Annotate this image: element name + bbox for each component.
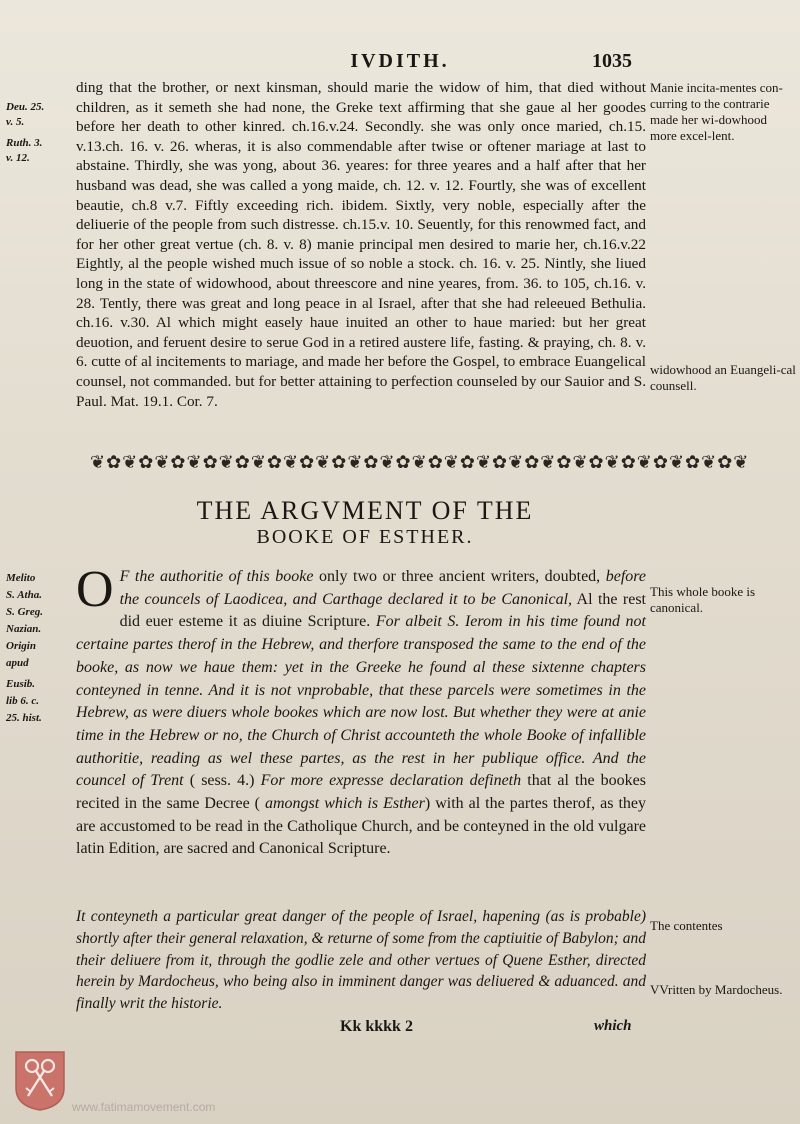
argument-paragraph — [76, 561, 647, 861]
text-italic-run: before the councels of Laodicea, and Carthage declared it to be Canonical, — [119, 568, 646, 608]
text-italic-run: For albeit S. Ierom in his time found not certaine partes therof in the Hebrew, and therfore transposed the same to the end of the booke, as now we haue them: yet in the Greeke he found al these sixtenne chapters conteyned in tenne. And it is not vnprobable, that these parcels were sometimes in the Hebrew, as were diuers whole bookes which are now lost. But whether they were at anie time in the Hebrew or no, the Church of Christ accounteth the whole Booke of infallible authoritie, reading as wel these partes, as the rest in her publique office. And the councel of Trent — [76, 613, 647, 790]
papal-keys-emblem-icon — [14, 1050, 66, 1112]
text-run: that al the bookes recited in the same Decree ( — [76, 772, 647, 813]
margin-ref: Eusib. — [6, 678, 36, 690]
right-margin-note-author: VVritten by Mardocheus. — [650, 982, 783, 997]
catchword: which — [594, 1018, 632, 1034]
margin-ref: 25. hist. — [6, 712, 42, 724]
margin-ref: Nazian. — [6, 623, 42, 635]
ornament-divider: ❦✿❦✿❦✿❦✿❦✿❦✿❦✿❦✿❦✿❦✿❦✿❦✿❦✿❦✿❦✿❦✿❦✿❦✿❦✿❦✿❦ — [90, 452, 750, 472]
right-margin-note-contents: The contentes — [650, 918, 723, 933]
top-left-margin-notes — [6, 100, 72, 166]
right-margin-note-incitaments: Manie incita-mentes con-curring to the contrarie made her wi-dowhood more excel-lent. — [650, 80, 783, 143]
watermark-url: www.fatimamovement.com — [72, 1100, 216, 1114]
margin-ref: Melito — [6, 572, 36, 584]
judith-commentary-text: ding that the brother, or next kinsman, should marie the widow of him, that died without children, as it semeth she had none, the Greke text affirming that she gaue al her goodes before her death to other kinred. ch.16.v.24. Secondly. she was only once maried, ch.15. v.13.ch. 16. v. 26. wheras, it is also commendable after twise or oftener mariage at last to abstaine. Thirdly, she was yong, about 36. yeares: for three yeares and a half after that her husband was dead, she was called a yong maide, ch. 12. v. 12. Fourtly, she was of excellent beautie, ch.8 v.7. Fiftly exceeding rich. ibidem. Sixtly, very noble, especially after the deliuerie of the people from such distresse. ch.15.v. 10. Seuently, for this renowmed fact, and for her other great vertue (ch. 8. v. 8) manie principal men desired to marie her, ch.16.v.22 Eightly, al the people wished much issue of so noble a stock. ch. 16. v. 25. Nintly, she liued long in the state of widowhood, about threescore and nine yeares, from. 36. to 105, ch.16. v. 28. Tently, there was great and long peace in al Israel, after that she had releeued Bethulia. ch.16. v.30. Al which might easely haue inuited an other to haue maried: but her great deuotion, and feruent desire to serue God in a retired austere life, fasting. & praying, ch. 8. v. 6. cutte of al incitements to mariage, and made her before the Gospel, to embrace Euangelical counsel, not commanded. but for better attaining to perfection counseled by our Sauior and S. Paul. Mat. 19.1. Cor. 7. — [76, 79, 646, 410]
margin-ref: Ruth. 3. — [6, 137, 43, 149]
argument-subtitle: BOOKE OF ESTHER. — [256, 526, 474, 548]
margin-ref: Origin — [6, 640, 36, 652]
page-number: 1035 — [592, 50, 632, 72]
text-run: Al the rest did euer esteme it as diuine Scripture. — [119, 590, 647, 631]
contents-paragraph: It conteyneth a particular great danger of the people of Israel, hapening (as is probable) shortly after their general relaxation, & returne of some from the captiuitie of Babylon; and their deliuere from it, through the godlie zele and other vertues of Quene Esther, directed herein by Mardocheus, who being also in imminent danger was deliuered & aduanced. and finally writ the historie. — [76, 908, 646, 1013]
signature-mark: Kk kkkk 2 — [340, 1018, 413, 1035]
margin-ref: S. Atha. — [6, 589, 42, 601]
margin-ref: Deu. 25. — [6, 101, 45, 113]
argument-title: THE ARGVMENT OF THE — [196, 496, 534, 525]
margin-ref: lib 6. c. — [6, 695, 39, 707]
drop-cap-letter: O — [76, 561, 114, 618]
text-italic-run: F the authoritie of this booke — [119, 568, 314, 585]
running-head-title: IVDITH. — [350, 50, 450, 72]
margin-ref: S. Greg. — [6, 606, 43, 618]
text-italic-run: For more expresse declaration defineth — [260, 772, 522, 790]
text-run: only two or three ancient writers, doubted, — [313, 568, 606, 585]
margin-ref: apud — [6, 657, 29, 669]
text-run: ( sess. 4.) — [183, 772, 261, 790]
text-italic-run: amongst which is Esther — [264, 795, 425, 813]
margin-ref: v. 12. — [6, 152, 30, 164]
margin-ref: v. 5. — [6, 116, 25, 128]
right-margin-note-widowhood: widowhood an Euangeli-cal counsell. — [650, 362, 796, 393]
argument-left-margin-notes — [6, 570, 72, 727]
right-margin-note-canonical: This whole booke is canonical. — [650, 584, 756, 615]
text-run: ) with al the partes therof, as they are accustomed to be read in the Catholique Church, and be conteyned in the old vulgare latin Edition, are sacred and Canonical Scripture. — [76, 795, 646, 858]
